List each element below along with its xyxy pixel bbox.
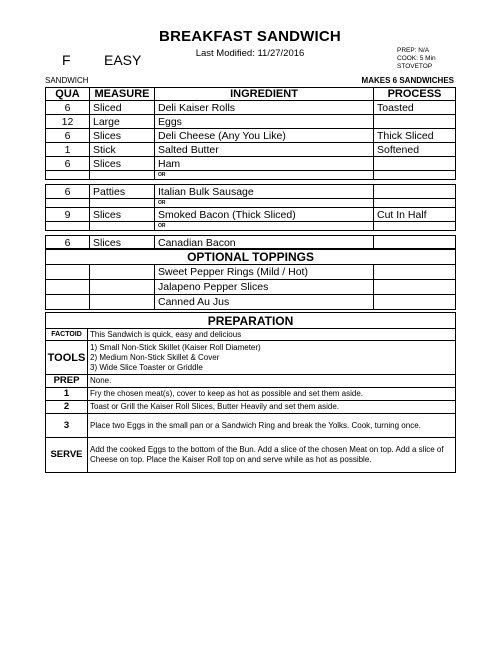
step-text: Fry the chosen meat(s), cover to keep as hot as possible and set them aside.: [88, 388, 456, 401]
prep-time: PREP: N/A: [397, 47, 430, 54]
qty-cell: 6: [46, 236, 90, 250]
ingredient-cell: Italian Bulk Sausage: [155, 185, 374, 199]
process-cell: Cut In Half: [374, 208, 456, 222]
last-modified: Last Modified: 11/27/2016: [195, 48, 305, 59]
column-header-process: PROCESS: [374, 88, 456, 101]
process-cell: [374, 115, 456, 129]
serve-label: SERVE: [46, 438, 88, 473]
step-text: Place two Eggs in the small pan or a Sandwich Ring and break the Yolks. Cook, turning once.: [88, 414, 456, 438]
column-header-qty: QUA: [46, 88, 90, 101]
table-row: [46, 185, 456, 199]
topping-item: Sweet Pepper Rings (Mild / Hot): [155, 265, 374, 280]
measure-cell: Slices: [90, 129, 155, 143]
ingredients-table: [45, 87, 456, 250]
factoid-label: FACTOID: [46, 329, 88, 341]
step-row: [46, 401, 456, 414]
measure-cell: Slices: [90, 236, 155, 250]
or-separator-row: [46, 171, 456, 180]
cook-time: COOK: 5 Min: [397, 55, 436, 62]
tools-row: [46, 341, 456, 375]
or-label: OR: [155, 199, 374, 208]
ingredient-cell: Eggs: [155, 115, 374, 129]
step-row: [46, 388, 456, 401]
process-cell: [374, 157, 456, 171]
prep-row: [46, 375, 456, 388]
preparation-header-row: [46, 313, 456, 329]
step-row: [46, 414, 456, 438]
factoid-row: [46, 329, 456, 341]
tool-item: 1) Small Non-Stick Skillet (Kaiser Roll Diameter): [90, 342, 261, 352]
table-row: [46, 157, 456, 171]
preparation-table: [45, 312, 456, 473]
serve-row: [46, 438, 456, 473]
measure-cell: Slices: [90, 157, 155, 171]
ingredient-cell: Canadian Bacon: [155, 236, 374, 250]
table-row: [46, 115, 456, 129]
qty-cell: 6: [46, 101, 90, 115]
ingredient-cell: Deli Kaiser Rolls: [155, 101, 374, 115]
table-row: [46, 295, 456, 310]
recipe-title: BREAKFAST SANDWICH: [159, 28, 341, 45]
column-header-measure: MEASURE: [90, 88, 155, 101]
grade: F: [62, 52, 71, 68]
preparation-title: PREPARATION: [46, 313, 456, 329]
toppings-header-row: [46, 249, 456, 265]
column-header-ingredient: INGREDIENT: [155, 88, 374, 101]
tool-item: 3) Wide Slice Toaster or Griddle: [90, 362, 203, 372]
measure-cell: Patties: [90, 185, 155, 199]
toppings-title: OPTIONAL TOPPINGS: [46, 249, 456, 265]
prep-text: None.: [88, 375, 456, 388]
process-cell: [374, 185, 456, 199]
or-separator-row: [46, 199, 456, 208]
table-row: [46, 208, 456, 222]
table-row: [46, 280, 456, 295]
qty-cell: 12: [46, 115, 90, 129]
qty-cell: 1: [46, 143, 90, 157]
or-label: OR: [155, 222, 374, 231]
or-separator-row: [46, 222, 456, 231]
ingredient-cell: Smoked Bacon (Thick Sliced): [155, 208, 374, 222]
qty-cell: 6: [46, 157, 90, 171]
measure-cell: Sliced: [90, 101, 155, 115]
process-cell: Toasted: [374, 101, 456, 115]
qty-cell: 6: [46, 129, 90, 143]
toppings-table: [45, 248, 456, 310]
topping-item: Jalapeno Pepper Slices: [155, 280, 374, 295]
qty-cell: 6: [46, 185, 90, 199]
step-number: 1: [46, 388, 88, 401]
ingredient-cell: Deli Cheese (Any You Like): [155, 129, 374, 143]
or-label: OR: [155, 171, 374, 180]
table-row: [46, 265, 456, 280]
serve-text: Add the cooked Eggs to the bottom of the Bun. Add a slice of the chosen Meat on top. Add a slice of Cheese on top. Place the Kaiser Roll top on and serve while as hot as possible.: [88, 438, 456, 473]
table-row: [46, 101, 456, 115]
topping-item: Canned Au Jus: [155, 295, 374, 310]
prep-label: PREP: [46, 375, 88, 388]
measure-cell: Slices: [90, 208, 155, 222]
ingredient-cell: Salted Butter: [155, 143, 374, 157]
yield: MAKES 6 SANDWICHES: [361, 76, 454, 85]
tool-item: 2) Medium Non-Stick Skillet & Cover: [90, 352, 220, 362]
measure-cell: Stick: [90, 143, 155, 157]
step-number: 2: [46, 401, 88, 414]
cook-method: STOVETOP: [397, 63, 433, 70]
ingredients-header-row: [46, 88, 456, 101]
step-text: Toast or Grill the Kaiser Roll Slices, Butter Heavily and set them aside.: [88, 401, 456, 414]
process-cell: Thick Sliced: [374, 129, 456, 143]
measure-cell: Large: [90, 115, 155, 129]
timing-info: [397, 47, 436, 71]
process-cell: Softened: [374, 143, 456, 157]
step-number: 3: [46, 414, 88, 438]
difficulty: EASY: [104, 52, 142, 68]
tools-list: [88, 341, 456, 375]
tools-label: TOOLS: [46, 341, 88, 375]
table-row: [46, 129, 456, 143]
qty-cell: 9: [46, 208, 90, 222]
ingredient-cell: Ham: [155, 157, 374, 171]
factoid-text: This Sandwich is quick, easy and delicious: [88, 329, 456, 341]
category: SANDWICH: [45, 76, 89, 85]
table-row: [46, 143, 456, 157]
